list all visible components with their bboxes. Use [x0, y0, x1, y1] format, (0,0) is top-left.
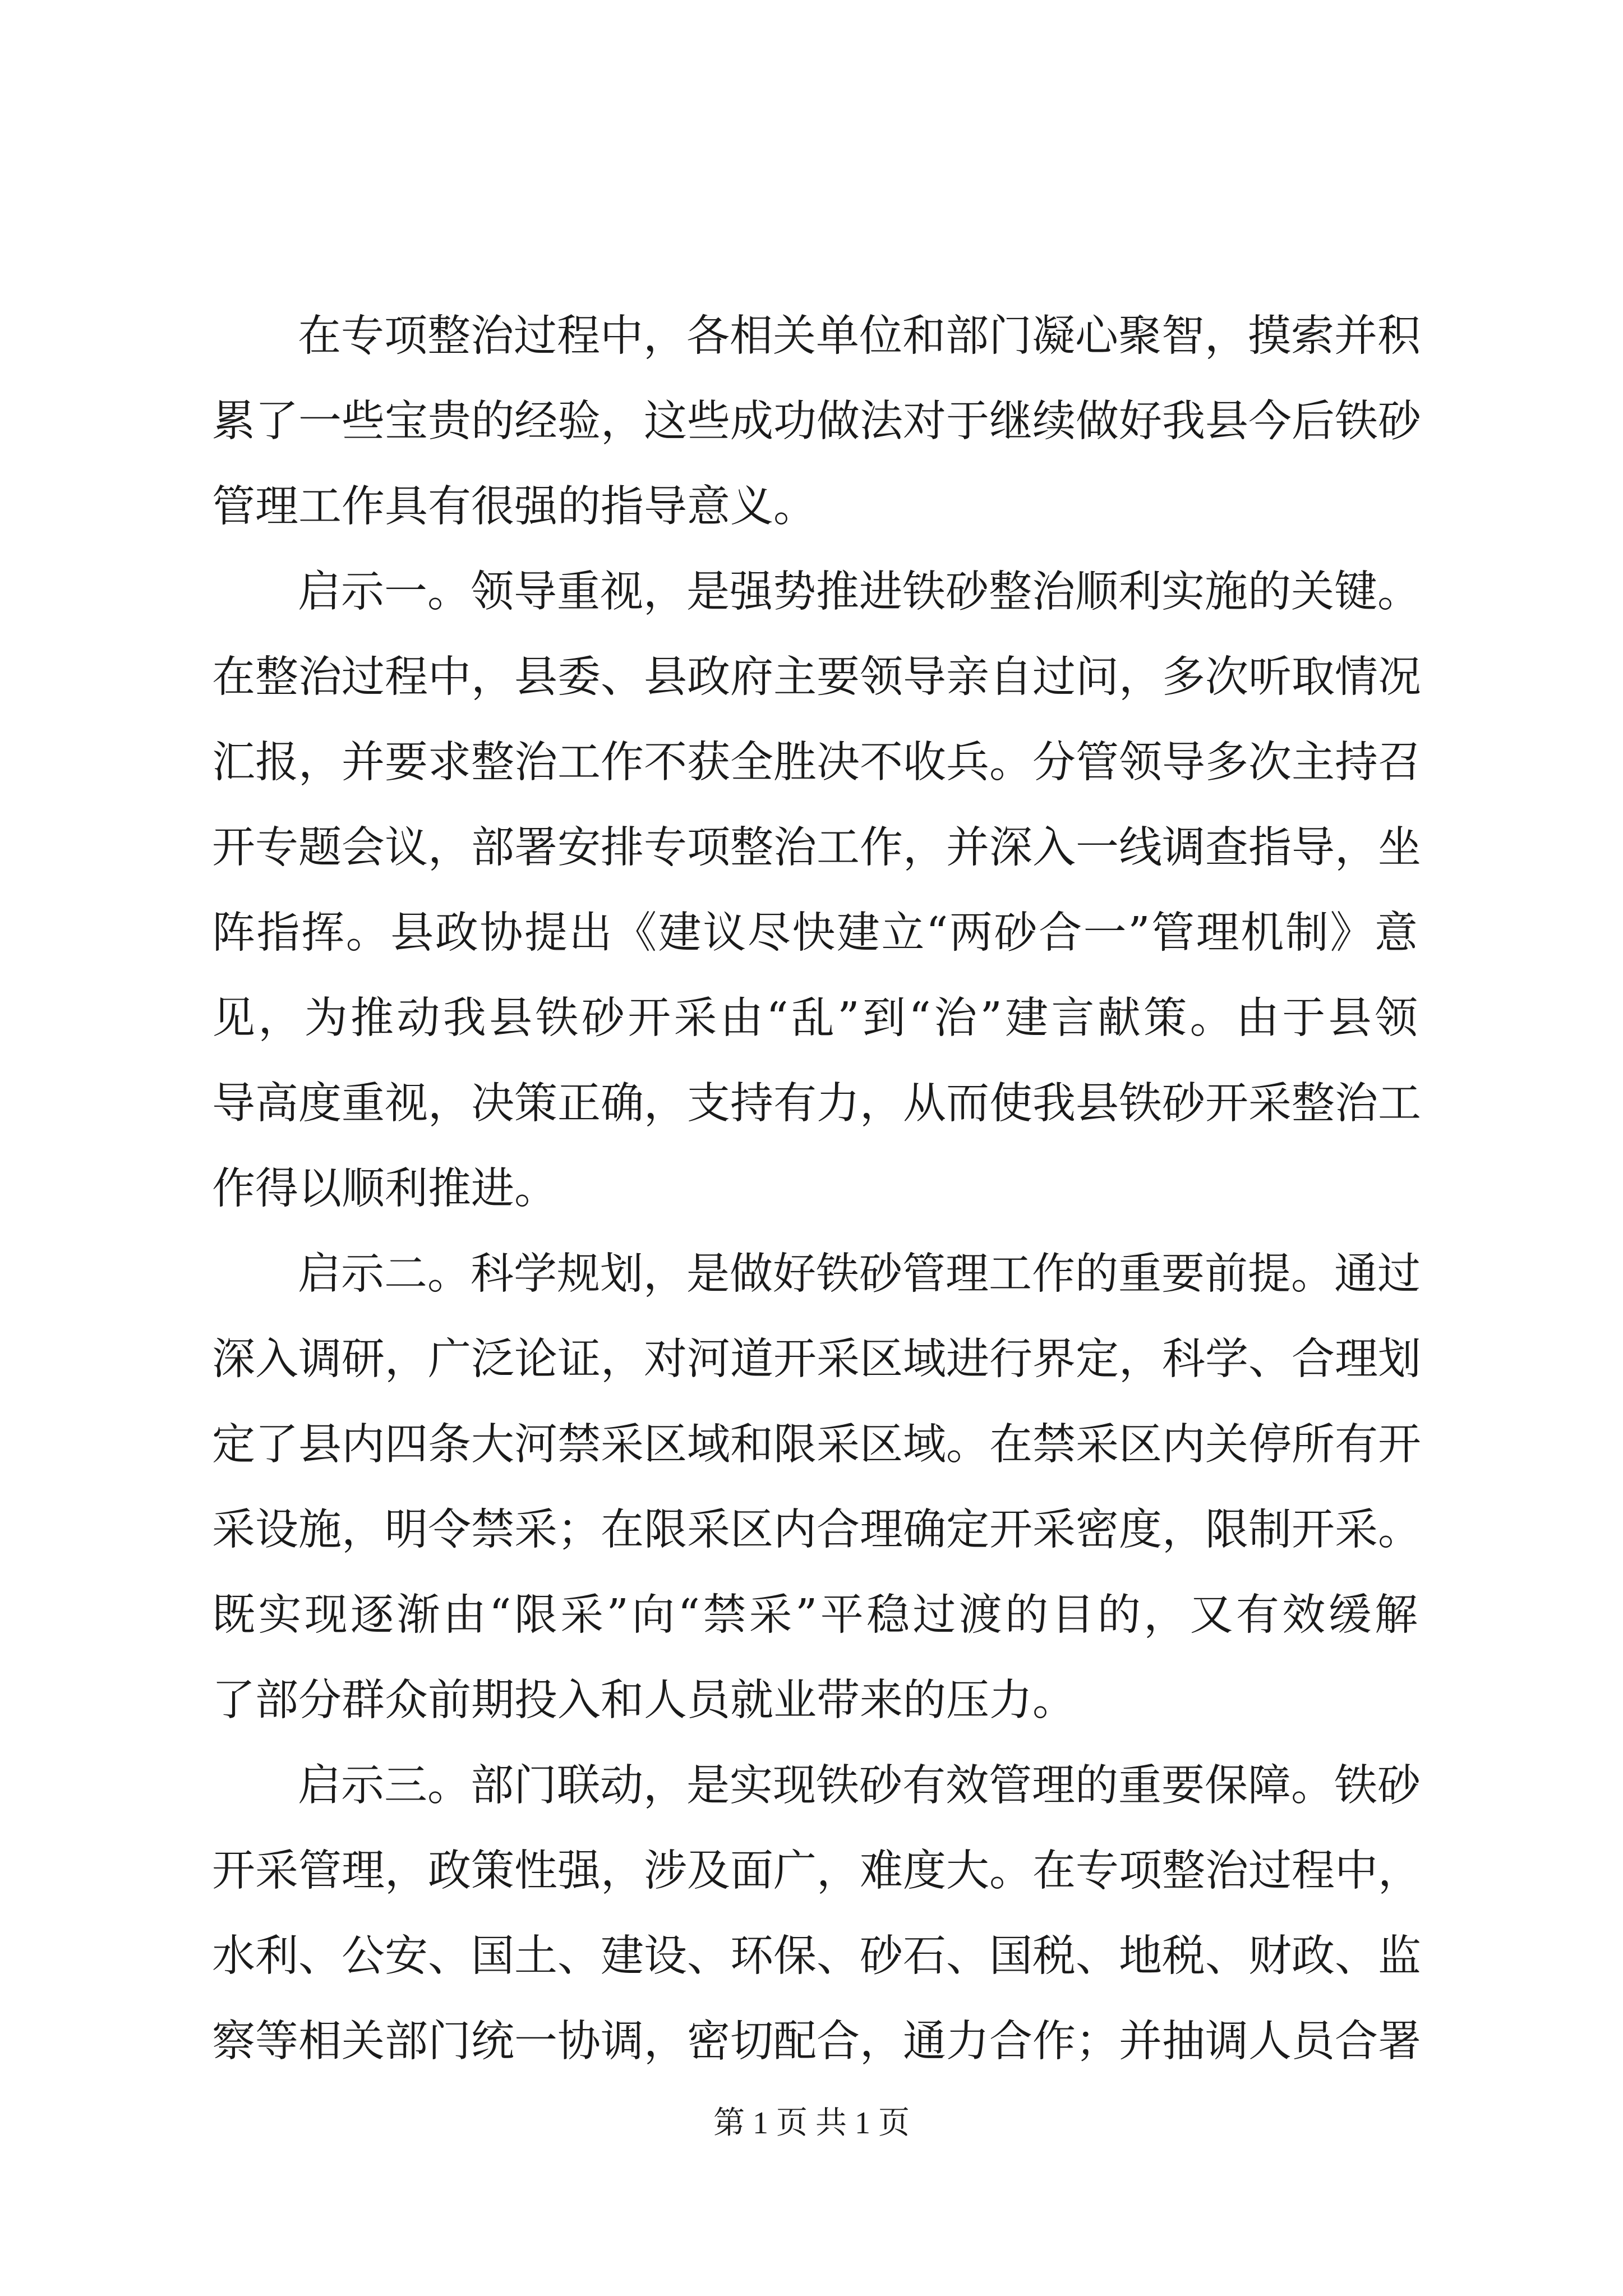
paragraph-2-line-3: 汇报，并要求整治工作不获全胜决不收兵。分管领导多次主持召 [212, 738, 1421, 788]
paragraph-2-line-4: 开专题会议，部署安排专项整治工作，并深入一线调查指导，坐 [212, 823, 1421, 873]
paragraph-3-line-1: 启示二。科学规划，是做好铁砂管理工作的重要前提。通过 [298, 1249, 1421, 1299]
paragraph-3-line-2: 深入调研，广泛论证，对河道开采区域进行界定，科学、合理划 [212, 1335, 1421, 1384]
paragraph-4-line-2: 开采管理，政策性强，涉及面广，难度大。在专项整治过程中， [212, 1846, 1421, 1896]
paragraph-4-line-1: 启示三。部门联动，是实现铁砂有效管理的重要保障。铁砂 [298, 1761, 1421, 1811]
paragraph-2-line-6: 见，为推动我县铁砂开采由“乱”到“治”建言献策。由于县领 [212, 993, 1418, 1043]
paragraph-2-line-8: 作得以顺利推进。 [212, 1164, 557, 1214]
paragraph-3-line-6: 了部分群众前期投入和人员就业带来的压力。 [212, 1676, 1076, 1726]
paragraph-3-line-4: 采设施，明令禁采；在限采区内合理确定开采密度，限制开采。 [212, 1505, 1421, 1555]
paragraph-2-line-1: 启示一。领导重视，是强势推进铁砂整治顺利实施的关键。 [298, 567, 1421, 617]
paragraph-1-line-2: 累了一些宝贵的经验，这些成功做法对于继续做好我县今后铁砂 [212, 397, 1421, 447]
paragraph-2-line-5: 阵指挥。县政协提出《建议尽快建立“两砂合一”管理机制》意 [212, 908, 1418, 958]
paragraph-3-line-3: 定了县内四条大河禁采区域和限采区域。在禁采区内关停所有开 [212, 1420, 1421, 1470]
paragraph-1-line-3: 管理工作具有很强的指导意义。 [212, 482, 817, 532]
paragraph-3-line-5: 既实现逐渐由“限采”向“禁采”平稳过渡的目的，又有效缓解 [212, 1590, 1418, 1640]
paragraph-2-line-2: 在整治过程中，县委、县政府主要领导亲自过问，多次听取情况 [212, 652, 1421, 702]
page-number-footer: 第 1 页 共 1 页 [713, 2106, 910, 2141]
paragraph-4-line-3: 水利、公安、国土、建设、环保、砂石、国税、地税、财政、监 [212, 1931, 1421, 1981]
paragraph-1-line-1: 在专项整治过程中，各相关单位和部门凝心聚智，摸索并积 [298, 311, 1421, 361]
paragraph-4-line-4: 察等相关部门统一协调，密切配合，通力合作；并抽调人员合署 [212, 2017, 1421, 2067]
paragraph-2-line-7: 导高度重视，决策正确，支持有力，从而使我县铁砂开采整治工 [212, 1079, 1421, 1129]
